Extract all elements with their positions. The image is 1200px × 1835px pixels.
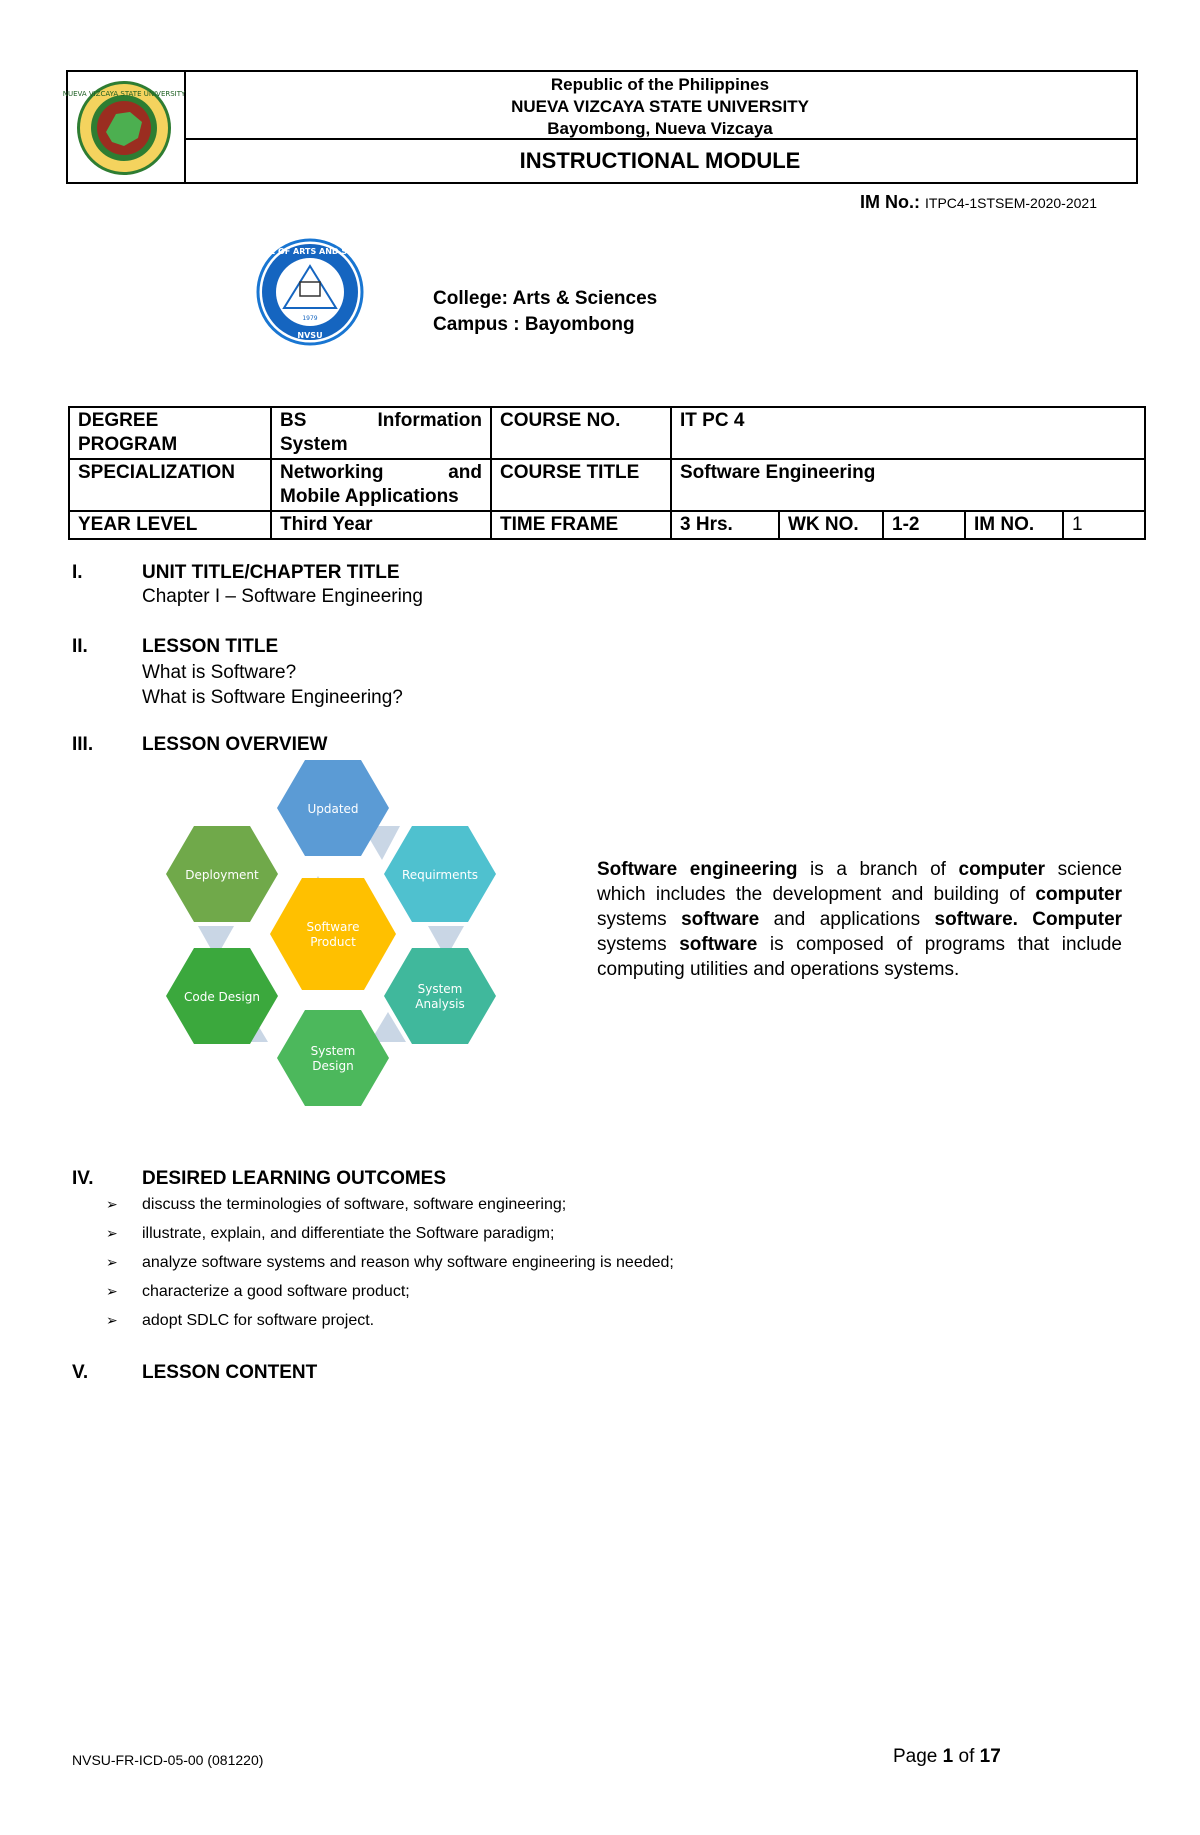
list-item [106, 1306, 674, 1335]
table-row [69, 511, 1145, 539]
table-row [69, 459, 1145, 511]
overview-word: computer [1035, 884, 1122, 905]
overview-paragraph [597, 857, 1122, 982]
university-logo-cell [62, 72, 186, 182]
college-seal [234, 238, 386, 351]
lesson-title-2: What is Software Engineering? [142, 687, 403, 708]
time-frame-label: TIME FRAME [491, 511, 671, 539]
university-seal-icon [62, 72, 186, 182]
list-item [106, 1277, 674, 1306]
list-item [106, 1248, 674, 1277]
degree-value-part: Information [377, 410, 482, 431]
specialization-value-part: and [448, 462, 482, 483]
overview-word: science which includes the development and [597, 859, 1123, 905]
degree-value-part: BS [280, 410, 307, 431]
im-number [860, 192, 1097, 213]
course-title-label: COURSE TITLE [491, 459, 671, 511]
code-design-label: Code Design [184, 990, 260, 1004]
system-analysis-label-1: System [417, 982, 463, 996]
im-no-label: IM NO. [965, 511, 1063, 539]
deployment-label: Deployment [185, 868, 259, 882]
outcome-text: adopt SDLC for software project. [142, 1312, 375, 1329]
degree-label: DEGREE PROGRAM [69, 407, 271, 459]
system-design-label-1: System [310, 1044, 356, 1058]
overview-word: of [1009, 884, 1026, 905]
section-3-title: LESSON OVERVIEW [142, 734, 328, 755]
republic-line: Republic of the Philippines [550, 75, 770, 94]
degree-value [271, 407, 491, 459]
im-number-value: ITPC4-1STSEM-2020-2021 [925, 195, 1097, 211]
arrow-bullet-icon: ➢ [106, 1283, 118, 1299]
outcome-text: discuss the terminologies of software, software engineering; [142, 1196, 567, 1213]
overview-word: building [933, 884, 1000, 905]
document-header [62, 70, 1138, 184]
list-item [106, 1219, 674, 1248]
overview-word: software [679, 934, 758, 955]
system-design-label-2: Design [312, 1059, 354, 1073]
updated-label: Updated [307, 802, 359, 816]
campus-line: Campus : Bayombong [433, 314, 635, 335]
overview-word: software. Computer [934, 909, 1123, 930]
overview-word: systems [597, 909, 667, 930]
table-row [69, 407, 1145, 459]
overview-word: a [836, 859, 847, 880]
page-number: 1 [942, 1746, 954, 1767]
seal-lettering: NUEVA VIZCAYA STATE UNIVERSITY [62, 90, 186, 98]
section-1-number: I. [72, 562, 83, 583]
outcome-text: characterize a good software product; [142, 1283, 410, 1300]
college-info [433, 286, 657, 338]
section-5-number: V. [72, 1362, 89, 1383]
degree-value-part: System [280, 434, 348, 455]
overview-word: and applications [773, 909, 921, 930]
course-no-value: IT PC 4 [671, 407, 1145, 459]
college-seal-lettering: COLLEGE OF ARTS AND SCIENCES [234, 247, 386, 256]
university-name: NUEVA VIZCAYA STATE UNIVERSITY [511, 97, 809, 116]
arrow-bullet-icon: ➢ [106, 1196, 118, 1212]
overview-word: branch [859, 859, 918, 880]
section-4-title: DESIRED LEARNING OUTCOMES [142, 1168, 447, 1189]
outcome-text: analyze software systems and reason why software engineering is needed; [142, 1254, 674, 1271]
page-of-label: of [958, 1746, 975, 1767]
overview-word: Software [597, 859, 678, 880]
overview-word: software [681, 909, 760, 930]
form-code: NVSU-FR-ICD-05-00 (081220) [72, 1752, 264, 1768]
section-1-title: UNIT TITLE/CHAPTER TITLE [142, 562, 400, 583]
arrow-bullet-icon: ➢ [106, 1225, 118, 1241]
sdlc-hexagon-diagram [150, 756, 520, 1124]
software-product-label-2: Product [310, 935, 356, 949]
college-seal-year: 1979 [302, 315, 318, 322]
im-number-label: IM No.: [860, 192, 920, 212]
overview-word: engineering [689, 859, 798, 880]
software-product-label-1: Software [306, 920, 360, 934]
requirements-label: Requirments [401, 868, 479, 882]
section-3-number: III. [72, 734, 94, 755]
page-indicator [893, 1746, 1001, 1768]
overview-word: is composed of programs that include computing utilities and operations systems. [597, 934, 1123, 980]
software-product-hexagon [270, 878, 396, 990]
page-label: Page [893, 1746, 938, 1767]
section-4-number: IV. [72, 1168, 94, 1189]
year-level-label: YEAR LEVEL [69, 511, 271, 539]
course-no-label: COURSE NO. [491, 407, 671, 459]
im-no-value: 1 [1063, 511, 1145, 539]
specialization-value-part: Networking [280, 462, 384, 483]
university-location: Bayombong, Nueva Vizcaya [547, 119, 773, 138]
week-no-value: 1-2 [883, 511, 965, 539]
arrow-bullet-icon: ➢ [106, 1254, 118, 1270]
college-seal-icon [234, 238, 386, 346]
overview-word: systems [597, 934, 667, 955]
system-analysis-label-2: Analysis [415, 997, 465, 1011]
overview-word: computer [958, 859, 1046, 880]
overview-word: is [810, 859, 824, 880]
overview-word: of [930, 859, 946, 880]
section-5-title: LESSON CONTENT [142, 1362, 318, 1383]
specialization-label: SPECIALIZATION [69, 459, 271, 511]
section-2-title: LESSON TITLE [142, 636, 279, 657]
chapter-title: Chapter I – Software Engineering [142, 586, 423, 607]
learning-outcomes-list [106, 1190, 674, 1335]
course-title-value: Software Engineering [671, 459, 1145, 511]
module-title: INSTRUCTIONAL MODULE [519, 148, 801, 173]
time-frame-value: 3 Hrs. [671, 511, 779, 539]
lesson-title-1: What is Software? [142, 662, 297, 683]
specialization-value [271, 459, 491, 511]
college-line: College: Arts & Sciences [433, 288, 658, 309]
lesson-title-list [142, 660, 403, 710]
college-seal-abbr: NVSU [297, 331, 323, 340]
week-no-label: WK NO. [779, 511, 883, 539]
page-total: 17 [979, 1746, 1001, 1767]
list-item [106, 1190, 674, 1219]
specialization-value-part: Mobile Applications [280, 486, 459, 507]
arrow-bullet-icon: ➢ [106, 1312, 118, 1328]
outcome-text: illustrate, explain, and differentiate the Software paradigm; [142, 1225, 555, 1242]
system-analysis-hexagon [384, 948, 496, 1044]
system-design-hexagon [277, 1010, 389, 1106]
section-2-number: II. [72, 636, 88, 657]
institution-block [184, 72, 1136, 140]
course-info-table [68, 406, 1146, 540]
year-level-value: Third Year [271, 511, 491, 539]
